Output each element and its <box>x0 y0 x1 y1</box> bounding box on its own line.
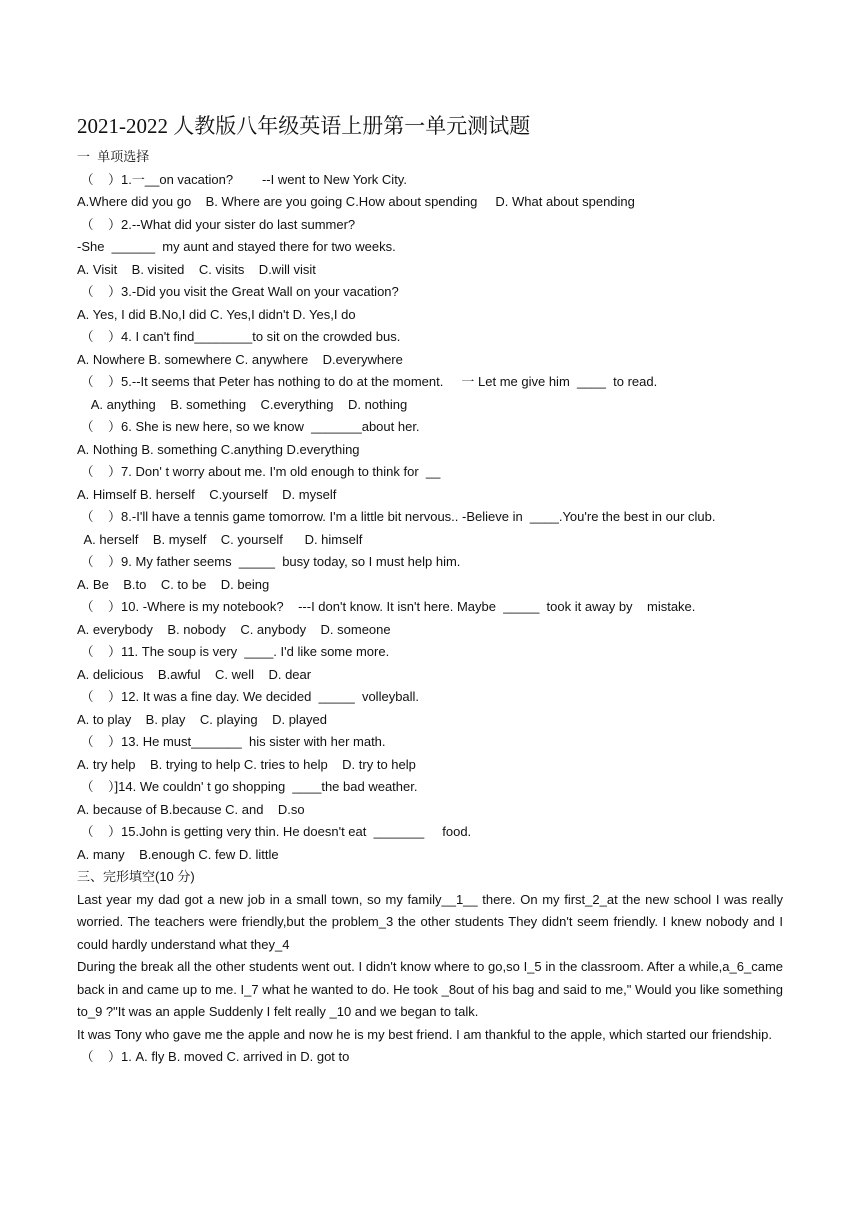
document-page <box>77 110 783 1069</box>
section-heading-cloze: 三、完形填空(10 分) <box>77 869 195 884</box>
question-line: （ ）6. She is new here, so we know _______about her. <box>77 419 420 434</box>
question-line: （ ）13. He must_______ his sister with her math. <box>77 734 386 749</box>
question-line: （ ）5.--It seems that Peter has nothing to do at the moment. 一 Let me give him ____ to read. <box>77 374 658 389</box>
question-line: （ ）7. Don' t worry about me. I'm old enough to think for __ <box>77 464 441 479</box>
question-line: （ ）2.--What did your sister do last summer? <box>77 216 356 232</box>
question-line: A. to play B. play C. playing D. played <box>77 711 328 727</box>
question-line: A. Himself B. herself C.yourself D. myself <box>77 486 337 502</box>
question-line: A. delicious B.awful C. well D. dear <box>77 666 312 682</box>
cloze-question-line: （ ）1. A. fly B. moved C. arrived in D. got to <box>77 1049 350 1064</box>
question-line: （ ）11. The soup is very ____. I'd like some more. <box>77 644 390 659</box>
question-line: A. Yes, I did B.No,I did C. Yes,I didn't D. Yes,I do <box>77 306 356 322</box>
single-choice-questions <box>77 169 783 867</box>
question-line: -She ______ my aunt and stayed there for two weeks. <box>77 239 396 254</box>
question-line: （ ）12. It was a fine day. We decided _____ volleyball. <box>77 689 420 704</box>
question-line: A. because of B.because C. and D.so <box>77 801 305 817</box>
question-line: A. everybody B. nobody C. anybody D. someone <box>77 621 391 637</box>
section-heading-single-choice: 一 单项选择 <box>77 149 150 164</box>
question-line: A.Where did you go B. Where are you going C.How about spending D. What about spending <box>77 194 635 209</box>
question-line: （ ）8.-I'll have a tennis game tomorrow. I'm a little bit nervous.. -Believe in ____.You're the best in our club. <box>77 509 716 524</box>
question-line: （ ）15.John is getting very thin. He doesn't eat _______ food. <box>77 824 472 839</box>
document-title: 2021-2022 人教版八年级英语上册第一单元测试题 <box>77 114 531 138</box>
question-line: A. many B.enough C. few D. little <box>77 846 279 862</box>
question-line: A. anything B. something C.everything D. nothing <box>77 396 408 412</box>
question-line: A. herself B. myself C. yourself D. himself <box>77 531 363 547</box>
question-line: A. try help B. trying to help C. tries to help D. try to help <box>77 756 416 772</box>
cloze-paragraph: Last year my dad got a new job in a small town, so my family__1__ there. On my first_2_at the new school I was really worried. The teachers were friendly,but the problem_3 the other students They didn't seem friendly. I knew nobody and I could hardly understand what they_4 <box>77 891 783 952</box>
question-line: A. Nothing B. something C.anything D.everything <box>77 441 360 457</box>
question-line: A. Visit B. visited C. visits D.will visit <box>77 261 316 277</box>
question-line: （ ）10. -Where is my notebook? ---I don't know. It isn't here. Maybe _____ took it away by mistake. <box>77 599 696 614</box>
question-line: （ ）3.-Did you visit the Great Wall on your vacation? <box>77 284 399 299</box>
question-line: （ ）1.一__on vacation? --I went to New York City. <box>77 171 407 187</box>
question-line: （ ）]14. We couldn' t go shopping ____the bad weather. <box>77 779 418 794</box>
question-line: A. Be B.to C. to be D. being <box>77 576 270 592</box>
cloze-paragraph: During the break all the other students went out. I didn't know where to go,so I_5 in the classroom. After a while,a_6_came back in and came up to me. I_7 what he wanted to do. He took _8out of his bag and said to me," Would you like something to_9 ?"It was an apple Suddenly I felt really _10 and we began to talk. <box>77 959 783 1019</box>
question-line: A. Nowhere B. somewhere C. anywhere D.everywhere <box>77 351 403 367</box>
question-line: （ ）9. My father seems _____ busy today, so I must help him. <box>77 554 461 569</box>
cloze-paragraph: It was Tony who gave me the apple and now he is my best friend. I am thankful to the apple, which started our friendship. <box>77 1026 772 1042</box>
question-line: （ ）4. I can't find________to sit on the crowded bus. <box>77 329 401 344</box>
